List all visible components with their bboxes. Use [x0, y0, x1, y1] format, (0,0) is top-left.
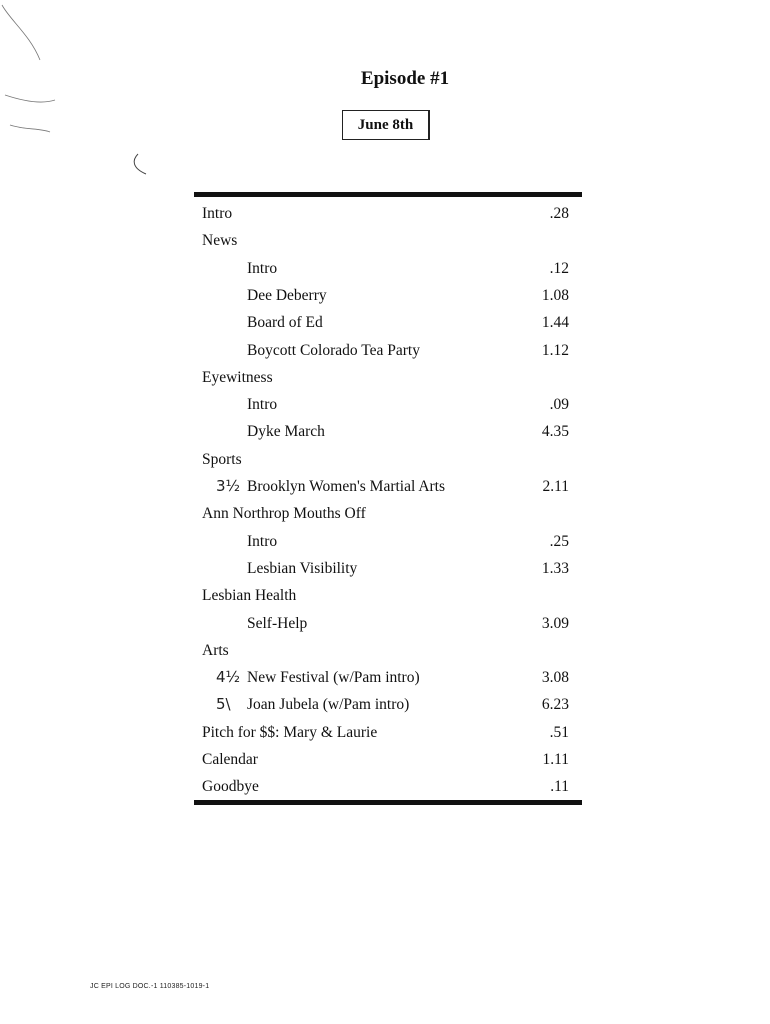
segment-label: Lesbian Health: [202, 587, 297, 605]
date-box: [342, 110, 430, 140]
segment-label: Calendar: [202, 751, 258, 768]
rundown-row: [0, 282, 770, 309]
rundown-row: [0, 664, 770, 691]
rundown-row: [0, 746, 770, 773]
segment-label: Boycott Colorado Tea Party: [247, 341, 420, 359]
segment-duration: 1.08: [541, 286, 569, 304]
segment-label: Arts: [202, 641, 229, 659]
rundown-row: [0, 719, 770, 746]
segment-label: Lesbian Visibility: [247, 559, 358, 577]
date-label: June 8th: [357, 117, 414, 133]
segment-duration: .11: [550, 778, 569, 796]
segment-duration: 2.11: [542, 478, 569, 495]
segment-label: Pitch for $$: Mary & Laurie: [202, 723, 378, 741]
rundown-row: [0, 582, 770, 609]
segment-label: Ann Northrop Mouths Off: [202, 505, 366, 523]
segment-label: News: [202, 232, 238, 250]
segment-duration: .09: [549, 396, 569, 414]
segment-label: Eyewitness: [202, 368, 273, 386]
rundown-row: [0, 528, 770, 555]
rundown-row: [0, 637, 770, 664]
rundown-row: [0, 391, 770, 418]
segment-duration: .51: [549, 723, 569, 741]
rundown-row: [0, 473, 770, 500]
rundown-row: [0, 418, 770, 445]
rundown-row: [0, 337, 770, 364]
segment-label: Self-Help: [247, 614, 308, 632]
bracket-mark: [128, 150, 158, 180]
segment-label: Intro: [247, 532, 278, 550]
segment-duration: 1.44: [541, 314, 569, 332]
segment-duration: .28: [549, 205, 569, 222]
segment-label: Sports: [202, 450, 242, 468]
segment-label: Dee Deberry: [247, 286, 327, 304]
corner-scribble: [0, 0, 70, 150]
rundown-row: [0, 255, 770, 282]
handwritten-mark: 4½: [216, 668, 241, 687]
segment-label: Dyke March: [247, 423, 325, 441]
rundown-row: [0, 691, 770, 718]
segment-duration: .12: [549, 259, 569, 277]
rundown-row: [0, 610, 770, 637]
rundown-row: [0, 500, 770, 527]
segment-duration: 1.11: [542, 751, 569, 768]
segment-duration: 3.09: [541, 614, 569, 632]
segment-label: New Festival (w/Pam intro): [247, 669, 420, 687]
segment-label: Intro: [202, 205, 233, 222]
table-top-rule: [194, 192, 582, 197]
segment-label: Intro: [247, 396, 278, 414]
segment-label: Goodbye: [202, 778, 259, 796]
rundown-row: [0, 200, 770, 227]
handwritten-mark: 3½: [216, 477, 241, 495]
rundown-row: [0, 555, 770, 582]
segment-duration: 1.33: [541, 559, 569, 577]
segment-label: Board of Ed: [247, 314, 323, 332]
rundown-row: [0, 446, 770, 473]
segment-duration: .25: [549, 532, 569, 550]
segment-duration: 4.35: [541, 423, 569, 441]
segment-duration: 3.08: [541, 669, 569, 687]
rundown-row: [0, 227, 770, 254]
rundown-row: [0, 364, 770, 391]
rundown-row: [0, 773, 770, 800]
segment-label: Brooklyn Women's Martial Arts: [247, 478, 446, 495]
handwritten-mark: 5\: [216, 695, 231, 714]
segment-duration: 6.23: [541, 696, 569, 714]
segment-duration: 1.12: [541, 341, 569, 359]
table-bottom-rule: [194, 800, 582, 805]
segment-label: Joan Jubela (w/Pam intro): [247, 696, 410, 714]
segment-label: Intro: [247, 259, 278, 277]
document-title: Episode #1: [360, 68, 450, 89]
rundown-row: [0, 309, 770, 336]
footer-code: JC EPI LOG DOC.-1 110385-1019-1: [90, 983, 210, 990]
